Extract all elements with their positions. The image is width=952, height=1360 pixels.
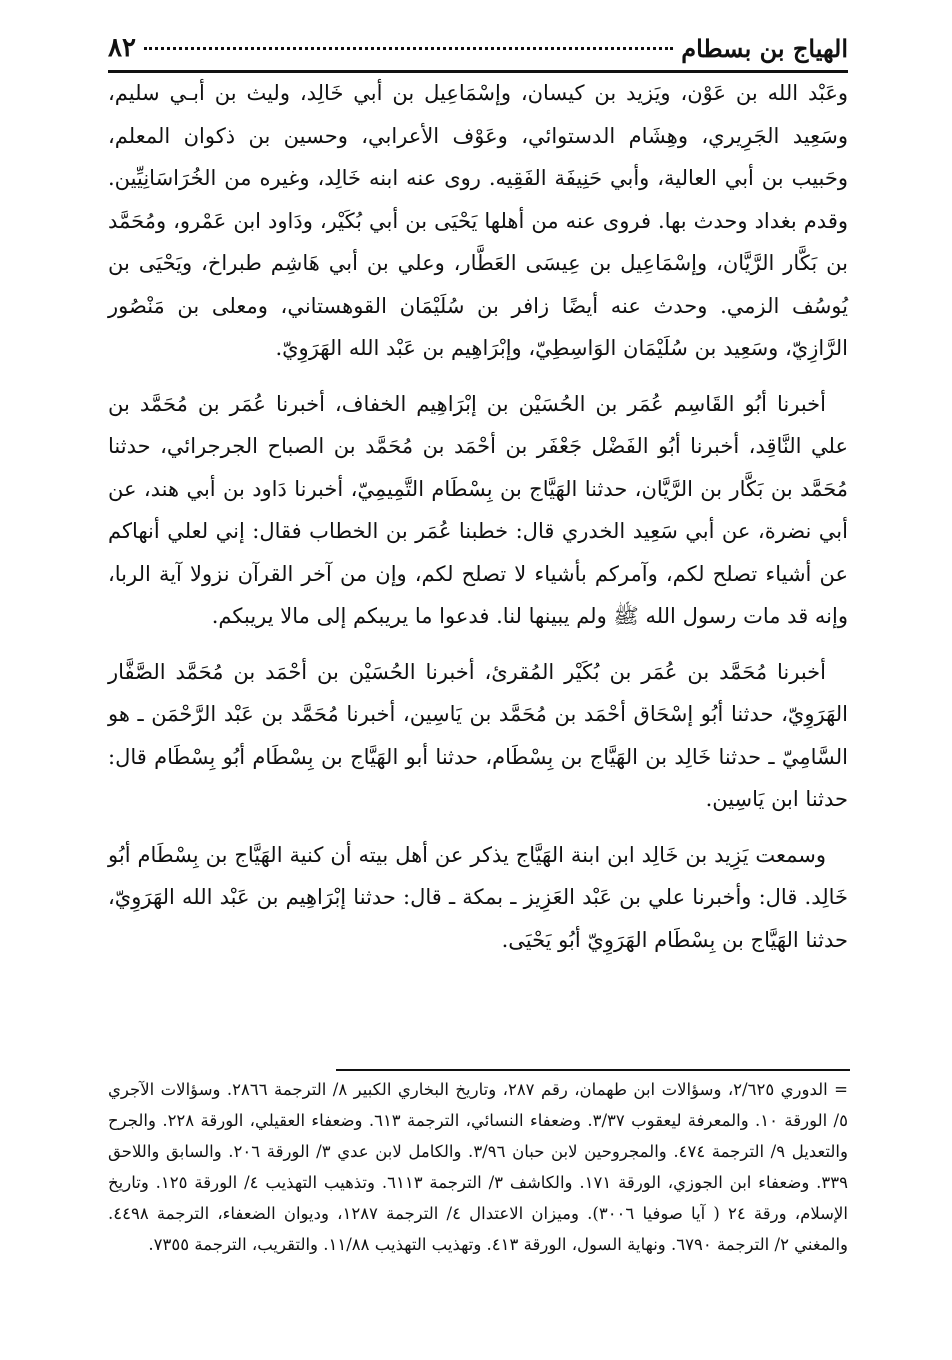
paragraph-kunya: وسمعت يَزِيد بن خَالِد ابن ابنة الهَيَّاج يذكر عن أهل بيته أن كنية الهَيَّاج بن بِسْطَام أبُو خَالِد. قال: وأخبرنا علي بن عَبْد العَزِيز ـ بمكة ـ قال: حدثنا إبْرَاهِيم بن عَبْد الله الهَرَوِيّ، حدثنا الهَيَّاج بن بِسْطَام الهَرَوِيّ أبُو يَحْيَى. bbox=[108, 842, 848, 952]
paragraph-hadith-riba: أخبرنا أبُو القَاسِم عُمَر بن الحُسَيْن بن إبْرَاهِيم الخفاف، أخبرنا عُمَر بن مُحَمَّد بن علي النَّاقِد، أخبرنا أبُو الفَضْل جَعْفَر بن أحْمَد بن مُحَمَّد بن الصباح الجرجرائي، حدثنا مُحَمَّد بن بَكَّار بن الرَّيَّان، حدثنا الهَيَّاج بن بِسْطَام التَّمِيمِيّ، أخبرنا دَاود بن أبي هند، عن أبي نضرة، عن أبي سَعِيد الخدري قال: خطبنا عُمَر بن الخطاب فقال: إني لعلي أنهاكم عن أشياء تصلح لكم، وآمركم بأشياء لا تصلح لكم، وإن من آخر القرآن نزولا آية الربا، وإنه قد مات رسول الله ﷺ ولم يبينها لنا. فدعوا ما يريبكم إلى مالا يريبكم. bbox=[108, 391, 848, 628]
footnote-separator bbox=[336, 1069, 850, 1071]
page-header bbox=[108, 26, 848, 73]
main-text bbox=[108, 72, 848, 974]
running-title: الهياج بن بسطام bbox=[681, 33, 848, 63]
paragraph-biography: وعَبْد الله بن عَوْن، ويَزيد بن كيسان، وإسْمَاعِيل بن أبي خَالِد، وليث بن أبـي سليم، وسَعِيد الجَرِيري، وهِشَام الدستوائي، وعَوْف الأعرابي، وحسين بن ذكوان المعلم، وحَبيب بن أبي العالية، وأبي حَنِيفَة الفَقِيه. روى عنه ابنه خَالِد، وغيره من الخُرَاسَانِيِّين. وقدم بغداد وحدث بها. فروى عنه من أهلها يَحْيَى بن أبي بُكَيْر، ودَاود ابن عَمْرو، ومُحَمَّد بن بَكَّار الرَّيَّان، وإسْمَاعِيل بن عِيسَى العَطَّار، وعلي بن أبي هَاشِم طبراخ، ويَحْيَى بن يُوسُف الزمي. وحدث عنه أيضًا زافر بن سُلَيْمَان القوهستاني، ومعلى بن مَنْصُور الرَّازِيّ، وسَعِيد بن سُلَيْمَان الوَاسِطِيّ، وإبْرَاهِيم بن عَبْد الله الهَرَوِيّ. bbox=[108, 81, 848, 360]
header-leader-dots bbox=[144, 47, 673, 50]
footnotes: = الدوري ٢/٦٢٥، وسؤالات ابن طهمان، رقم ٢٨٧، وتاريخ البخاري الكبير ٨/ الترجمة ٢٨٦٦. وسؤالات الآجري ٥/ الورقة ١٠. والمعرفة ليعقوب ٣/٣٧. وضعفاء النسائي، الترجمة ٦١٣. وضعفاء العقيلي، الورقة ٢٢٨. والجرح والتعديل ٩/ الترجمة ٤٧٤. والمجروحين لابن حبان ٣/٩٦. والكامل لابن عدي ٣/ الورقة ٢٠٦. والسابق واللاحق ٣٣٩. وضعفاء ابن الجوزي، الورقة ١٧١. والكاشف ٣/ الترجمة ٦١١٣. وتذهيب التهذيب ٤/ الورقة ١٢٥. وتاريخ الإسلام، ورقة ٢٤ ( آيا صوفيا ٣٠٠٦). وميزان الاعتدال ٤/ الترجمة ١٢٨٧، وديوان الضعفاء، الترجمة ٤٤٩٨. والمغني ٢/ الترجمة ٦٧٩٠. ونهاية السول، الورقة ٤١٣. وتهذيب التهذيب ١١/٨٨. والتقريب، الترجمة ٧٣٥٥. bbox=[108, 1080, 849, 1254]
paragraph-isnad-saffar: أخبرنا مُحَمَّد بن عُمَر بن بُكَيْر المُقرئ، أخبرنا الحُسَيْن بن أحْمَد بن مُحَمَّد الصَّفَّار الهَرَوِيّ، حدثنا أبُو إسْحَاق أحْمَد بن مُحَمَّد بن يَاسِين، أخبرنا مُحَمَّد بن عَبْد الرَّحْمَن ـ هو السَّامِيّ ـ حدثنا خَالِد بن الهَيَّاج بن بِسْطَام، حدثنا أبو الهَيَّاج بن بِسْطَام أبُو بِسْطَام قال: حدثنا ابن يَاسِين. bbox=[108, 659, 848, 811]
page-number: ٨٢ bbox=[108, 33, 136, 63]
